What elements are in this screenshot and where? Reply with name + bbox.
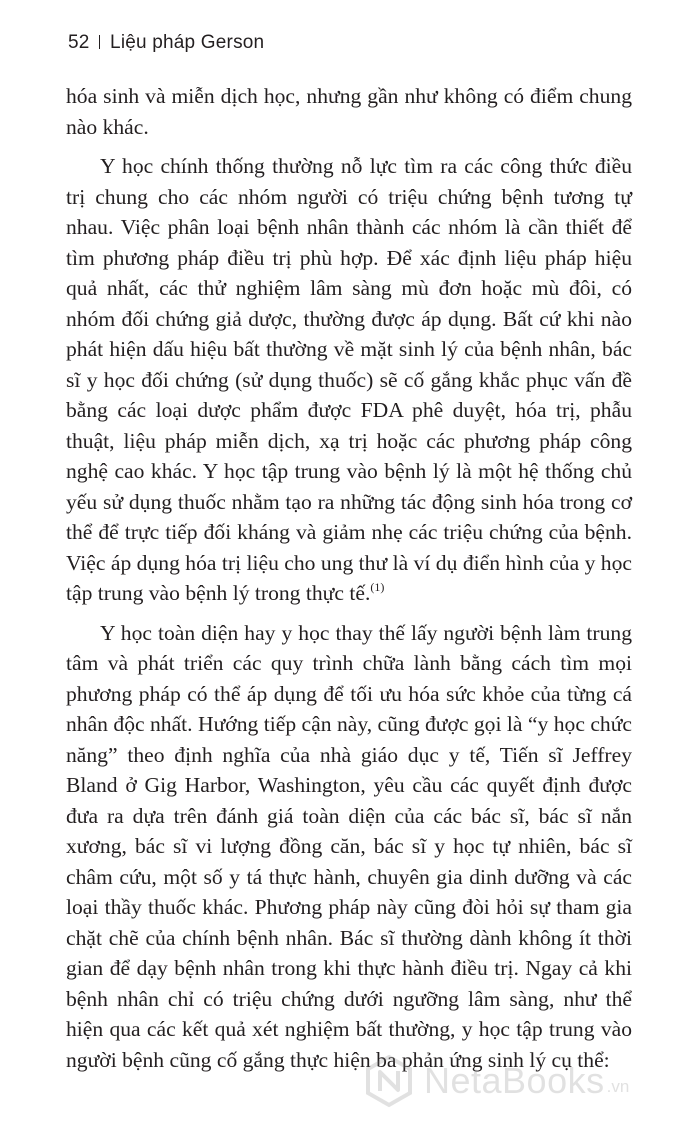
watermark-brand: NetaBooks [424, 1060, 605, 1101]
paragraph-holistic-medicine: Y học toàn diện hay y học thay thế lấy người bệnh làm trung tâm và phát triển các quy trình chữa lành bằng cách tìm mọi phương pháp có thể áp dụng để tối ưu hóa sức khỏe của từng cá nhân độc nhất. Hướng tiếp cận này, cũng được gọi là “y học chức năng” theo định nghĩa của nhà giáo dục y tế, Tiến sĩ Jeffrey Bland ở Gig Harbor, Washington, yêu cầu các quyết định được đưa ra dựa trên đánh giá toàn diện của các bác sĩ, bác sĩ nắn xương, bác sĩ vi lượng đồng căn, bác sĩ y học tự nhiên, bác sĩ châm cứu, một số y tá thực hành, chuyên gia dinh dưỡng và các loại thầy thuốc khác. Phương pháp này cũng đòi hỏi sự tham gia chặt chẽ của chính bệnh nhân. Bác sĩ thường dành không ít thời gian để dạy bệnh nhân trong khi thực hành điều trị. Ngay cả khi bệnh nhân chỉ có triệu chứng dưới ngưỡng lâm sàng, như thể hiện qua các kết quả xét nghiệm bất thường, y học tập trung vào người bệnh cũng cố gắng thực hiện ba phản ứng sinh lý cụ thể: [66, 620, 632, 1072]
footnote-reference: (1) [370, 580, 385, 594]
paragraph-continuation: hóa sinh và miễn dịch học, nhưng gần như không có điểm chung nào khác. [66, 84, 632, 139]
netabooks-logo-icon [362, 1054, 416, 1108]
body-text [66, 81, 632, 1075]
header-separator [99, 35, 101, 49]
book-title: Liệu pháp Gerson [110, 32, 265, 53]
running-header [68, 32, 264, 54]
paragraph-conventional-medicine [66, 151, 632, 609]
page-number: 52 [68, 32, 90, 53]
watermark [362, 1051, 629, 1111]
paragraph-text: Y học chính thống thường nỗ lực tìm ra các công thức điều trị chung cho các nhóm người có triệu chứng bệnh tương tự nhau. Việc phân loại bệnh nhân thành các nhóm là cần thiết để tìm phương pháp điều trị phù hợp. Để xác định liệu pháp hiệu quả nhất, các thử nghiệm lâm sàng mù đơn hoặc mù đôi, có nhóm đối chứng giả dược, thường được áp dụng. Bất cứ khi nào phát hiện dấu hiệu bất thường về mặt sinh lý của bệnh nhân, bác sĩ y học đối chứng (sử dụng thuốc) sẽ cố gắng khắc phục vấn đề bằng các loại dược phẩm được FDA phê duyệt, hóa trị, phẫu thuật, liệu pháp miễn dịch, xạ trị hoặc các phương pháp công nghệ cao khác. Y học tập trung vào bệnh lý là một hệ thống chủ yếu sử dụng thuốc nhằm tạo ra những tác động sinh hóa trong cơ thể để trực tiếp đối kháng và giảm nhẹ các triệu chứng của bệnh. Việc áp dụng hóa trị liệu cho ung thư là ví dụ điển hình của y học tập trung vào bệnh lý trong thực tế. [66, 154, 632, 605]
watermark-suffix: .vn [606, 1077, 630, 1096]
